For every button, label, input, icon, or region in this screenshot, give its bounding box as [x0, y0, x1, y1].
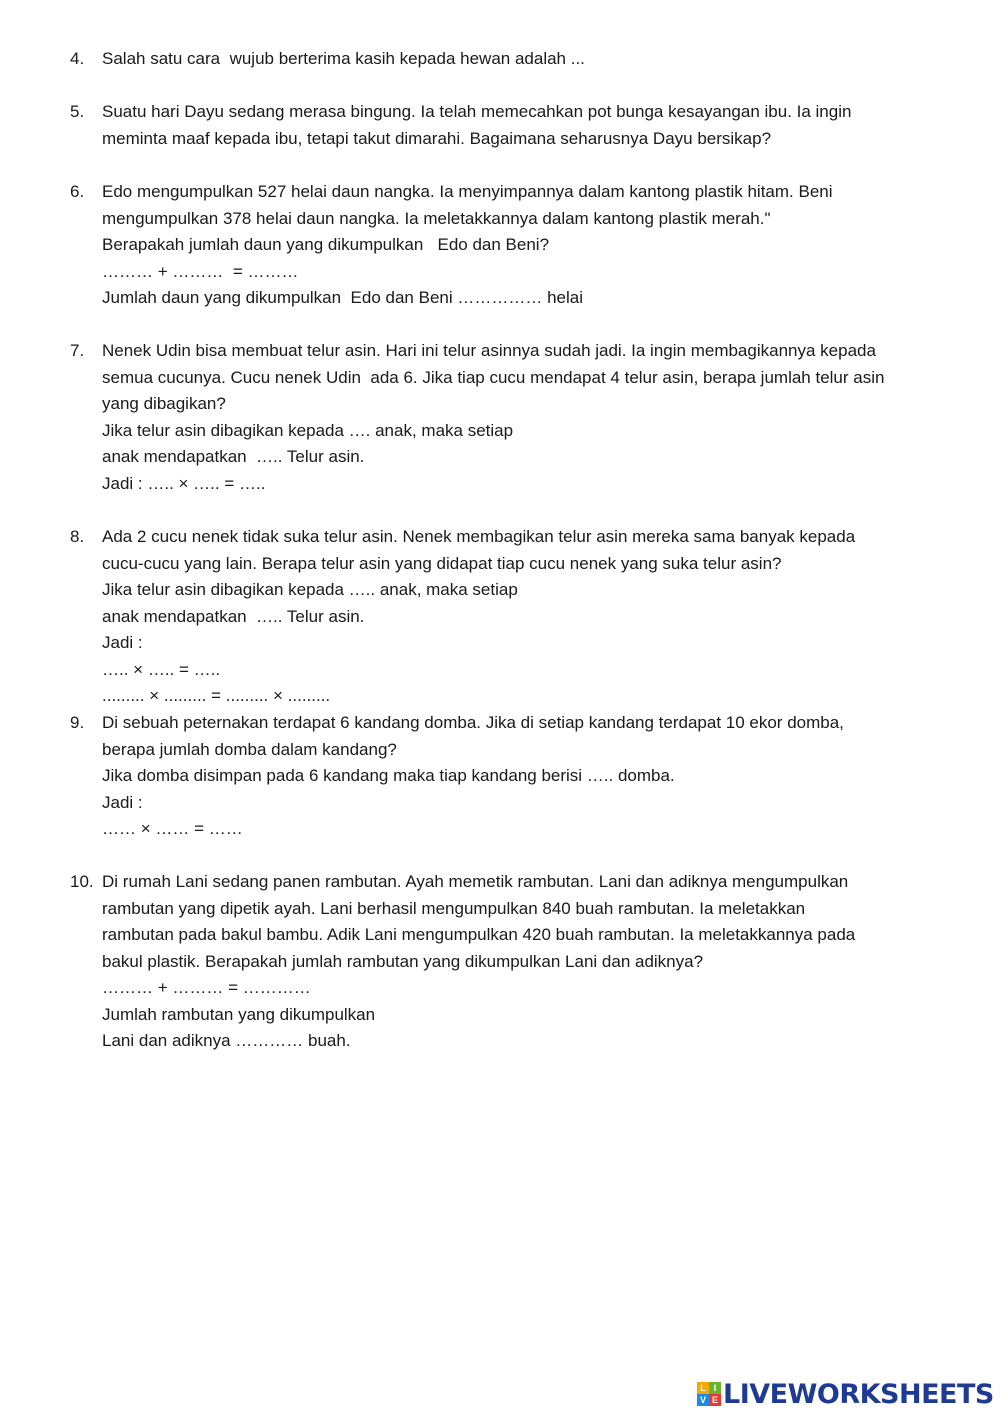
logo-mark-letter: L	[697, 1382, 709, 1394]
question-text-line: Berapakah jumlah daun yang dikumpulkan Edo dan Beni?	[102, 235, 550, 254]
logo-text: LIVEWORKSHEETS	[723, 1378, 994, 1410]
answer-blank-equation[interactable]: ….. × ….. = …..	[102, 659, 221, 679]
answer-blank-equation[interactable]: ……… + ……… = …………	[102, 978, 311, 997]
answer-blank-equation[interactable]: ……… + ……… = ………	[102, 261, 299, 281]
logo-mark-letter: I	[709, 1382, 721, 1394]
question-text-line: Suatu hari Dayu sedang merasa bingung. Ia telah memecahkan pot bunga kesayangan ibu. Ia ingin	[102, 102, 852, 121]
question-text-line: Nenek Udin bisa membuat telur asin. Hari ini telur asinnya sudah jadi. Ia ingin membagikannya kepada	[102, 341, 876, 360]
question-text-line: Di sebuah peternakan terdapat 6 kandang domba. Jika di setiap kandang terdapat 10 ekor domba,	[102, 713, 844, 732]
answer-blank-sentence[interactable]: Jumlah daun yang dikumpulkan Edo dan Beni …………… helai	[102, 288, 583, 307]
answer-blank-sentence[interactable]: Jika telur asin dibagikan kepada ….. anak, maka setiap	[102, 580, 518, 599]
question-number: 6.	[70, 182, 85, 201]
question-text-line: Jadi :	[102, 792, 143, 812]
question-text-line: bakul plastik. Berapakah jumlah rambutan yang dikumpulkan Lani dan adiknya?	[102, 951, 704, 971]
question-text-line: rambutan yang dipetik ayah. Lani berhasil mengumpulkan 840 buah rambutan. Ia meletakkan	[102, 898, 806, 918]
question-text-line: Ada 2 cucu nenek tidak suka telur asin. Nenek membagikan telur asin mereka sama banyak kepada	[102, 527, 856, 546]
question-number: 8.	[70, 527, 85, 546]
answer-blank-sentence[interactable]: Jika telur asin dibagikan kepada …. anak, maka setiap	[102, 420, 514, 440]
question-number: 9.	[70, 713, 85, 732]
question-number: 5.	[70, 102, 85, 121]
answer-blank-sentence[interactable]: Lani dan adiknya ………… buah.	[102, 1031, 351, 1050]
liveworksheets-logo-icon	[697, 1382, 721, 1406]
question-text-line: Jadi :	[102, 633, 143, 652]
answer-blank-sentence[interactable]: anak mendapatkan ….. Telur asin.	[102, 447, 365, 466]
question-text-line: mengumpulkan 378 helai daun nangka. Ia meletakkannya dalam kantong plastik merah."	[102, 208, 771, 228]
question-text-line: berapa jumlah domba dalam kandang?	[102, 739, 397, 759]
liveworksheets-logo	[697, 1378, 994, 1410]
question-text-line: meminta maaf kepada ibu, tetapi takut dimarahi. Bagaimana seharusnya Dayu bersikap?	[102, 128, 772, 148]
question-number: 10.	[70, 872, 94, 891]
question-text-line: Jumlah rambutan yang dikumpulkan	[102, 1004, 376, 1024]
answer-blank-sentence[interactable]: Jika domba disimpan pada 6 kandang maka tiap kandang berisi ….. domba.	[102, 766, 675, 785]
question-text-line: Salah satu cara wujub berterima kasih kepada hewan adalah ...	[102, 49, 585, 68]
question-text-line: cucu-cucu yang lain. Berapa telur asin yang didapat tiap cucu nenek yang suka telur asin?	[102, 553, 782, 573]
question-text-line: Di rumah Lani sedang panen rambutan. Ayah memetik rambutan. Lani dan adiknya mengumpulkan	[102, 872, 849, 891]
question-number: 4.	[70, 49, 85, 68]
logo-mark-letter: V	[697, 1394, 709, 1406]
answer-blank-equation[interactable]: Jadi : ….. × ….. = …..	[102, 473, 266, 493]
question-number: 7.	[70, 341, 85, 360]
answer-blank-sentence[interactable]: anak mendapatkan ….. Telur asin.	[102, 606, 365, 626]
answer-blank-equation[interactable]: …… × …… = ……	[102, 819, 243, 838]
question-text-line: rambutan pada bakul bambu. Adik Lani mengumpulkan 420 buah rambutan. Ia meletakkannya pada	[102, 925, 856, 944]
answer-blank-equation[interactable]: ......... × ......... = ......... × .........	[102, 686, 331, 705]
question-text-line: Edo mengumpulkan 527 helai daun nangka. Ia menyimpannya dalam kantong plastik hitam. Beni	[102, 182, 833, 201]
logo-mark-letter: E	[709, 1394, 721, 1406]
question-text-line: yang dibagikan?	[102, 394, 226, 413]
question-text-line: semua cucunya. Cucu nenek Udin ada 6. Jika tiap cucu mendapat 4 telur asin, berapa jumlah telur asin	[102, 367, 885, 387]
